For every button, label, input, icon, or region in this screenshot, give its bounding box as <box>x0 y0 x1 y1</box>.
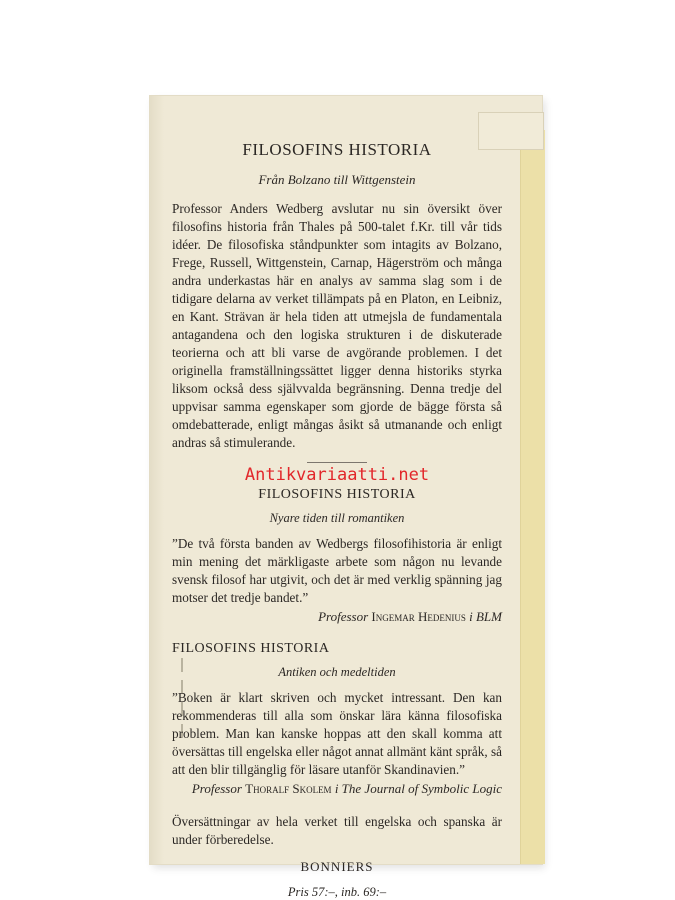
attrib-name: Ingemar Hedenius <box>371 609 466 624</box>
volume-1-subtitle: Antiken och medeltiden <box>278 665 396 679</box>
book-title: FILOSOFINS HISTORIA <box>242 140 432 159</box>
attrib-suffix: i The Journal of Symbolic Logic <box>334 781 502 796</box>
cover-text <box>172 130 502 900</box>
divider <box>307 462 367 463</box>
translation-note: Översättningar av hela verket till engelska och spanska är under förberedelse. <box>172 814 502 847</box>
attrib-prefix: Professor <box>191 781 242 796</box>
volume-2-attribution <box>172 609 502 625</box>
volume-2-quote: ”De två första banden av Wedbergs filosofihistoria är enligt min mening det märkligaste arbete som någon nu levande svensk filosof har utgivit, och det är med verklig spänning jag motser det tredje bandet.” <box>172 536 502 605</box>
publisher-name: BONNIERS <box>300 859 374 874</box>
watermark-text: Antikvariaatti.net <box>244 465 430 485</box>
attrib-prefix: Professor <box>318 609 369 624</box>
volume-1-title: FILOSOFINS HISTORIA <box>172 641 330 656</box>
spine-edge <box>150 96 164 864</box>
volume-1-attribution <box>172 781 502 797</box>
volume-2-title: FILOSOFINS HISTORIA <box>258 487 416 502</box>
attrib-suffix: i BLM <box>469 609 502 624</box>
attrib-name: Thoralf Skolem <box>245 781 332 796</box>
price-text: Pris 57:–, inb. 69:– <box>287 885 387 899</box>
volume-2-subtitle: Nyare tiden till romantiken <box>269 511 405 525</box>
yellowed-edge <box>520 130 545 864</box>
book-subtitle: Från Bolzano till Wittgenstein <box>258 172 416 187</box>
volume-1-quote: ”Boken är klart skriven och mycket intressant. Den kan rekommenderas till alla som önskar lära känna filosofiska problem. Man kan kanske hoppas att den skall komma att översättas till engelska eller något annat allmänt känt språk, så att den blir tillgänglig för läsare utanför Skandinavien.” <box>172 690 502 777</box>
book-description: Professor Anders Wedberg avslutar nu sin översikt över filosofins historia från Thales på 500-talet f.Kr. till vår tids idéer. De filosofiska ståndpunkter som intagits av Bolzano, Frege, Russell, Wittgenstein, Carnap, Hägerström och många andra underkastas här en analys av samma slag som i de tidigare delarna av verket tillämpats på en Platon, en Leibniz, en Kant. Strävan är hela tiden att utmejsla de fundamentala antagandena och den logiska strukturen i de diskuterade teorierna och att bli varse de avgörande problemen. I det originella framställningssättet ligger denna historiks styrka liksom också dess självvalda begränsning. Denna tredje del uppvisar samma egenskaper som gjorde de bägge första så omdebatterade, enligt mångas åsikt så utmanande och enligt andras så stimulerande. <box>172 201 502 450</box>
